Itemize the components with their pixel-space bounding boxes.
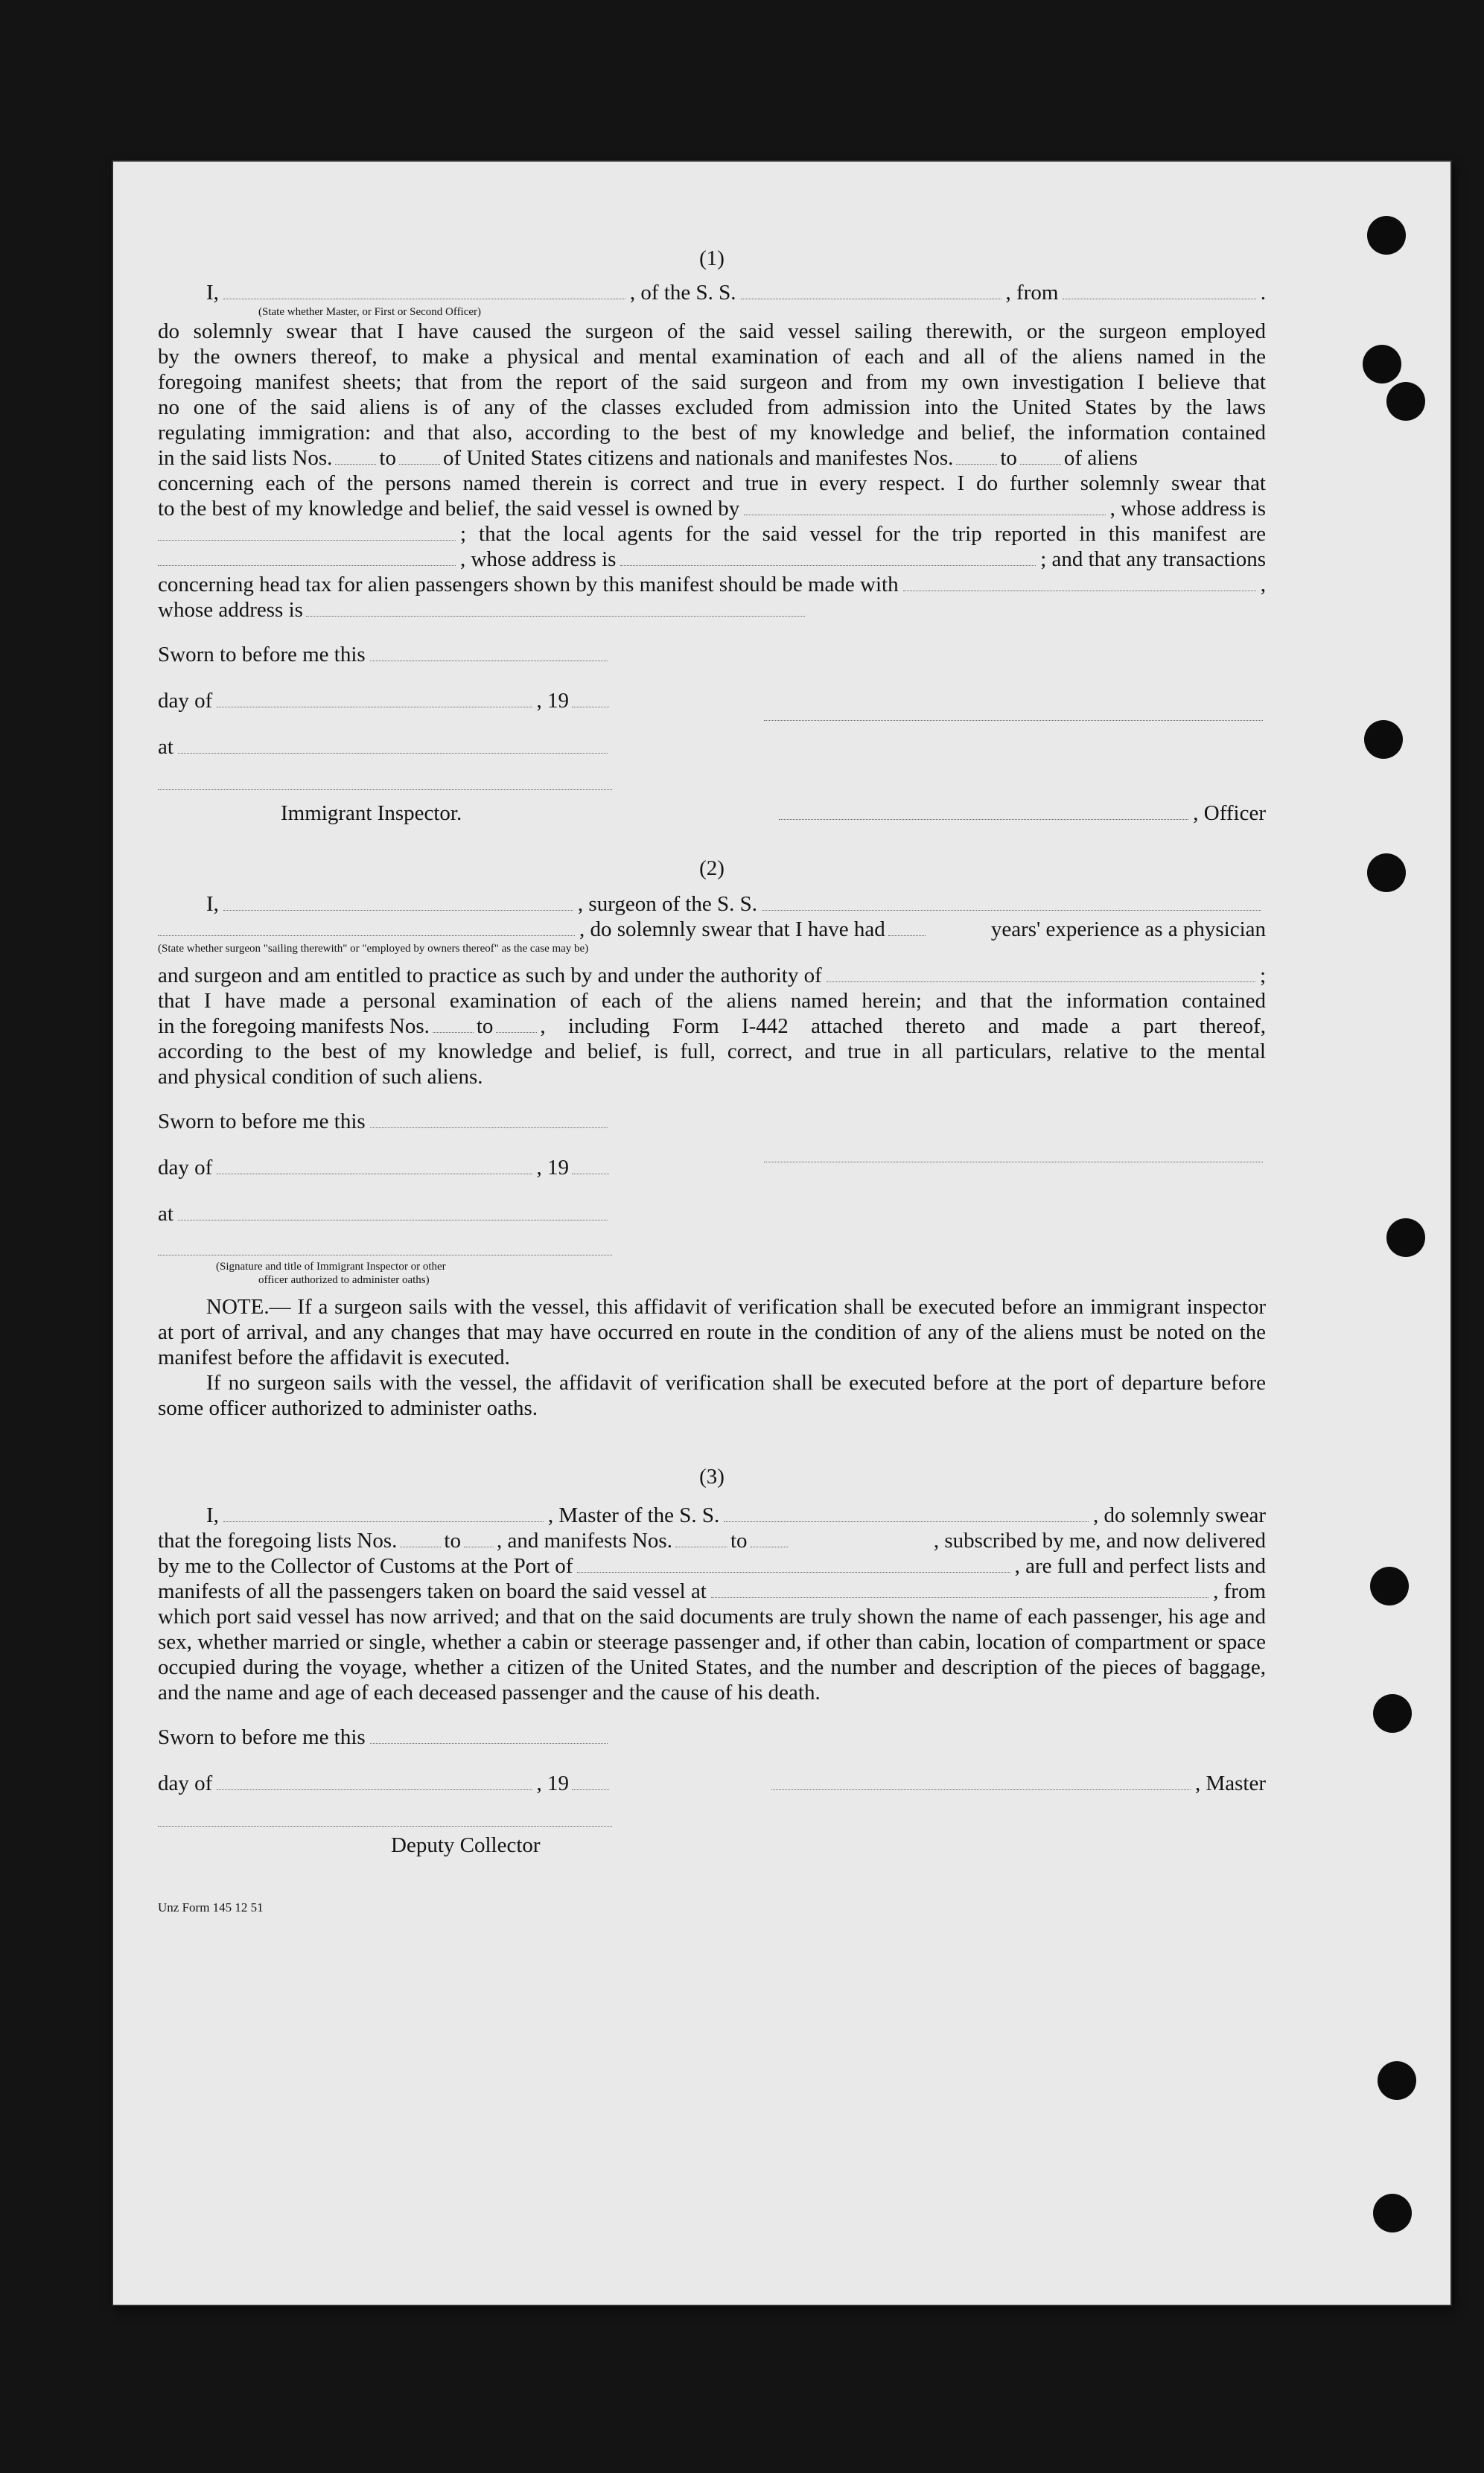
- surgeon-name-blank[interactable]: [223, 909, 573, 911]
- s3-master-signature-blank[interactable]: [771, 1789, 1191, 1790]
- lists-from-blank[interactable]: [335, 463, 376, 465]
- form-number: Unz Form 145 12 51: [158, 1900, 264, 1915]
- deputy-collector-label: Deputy Collector: [391, 1833, 541, 1857]
- owner-blank[interactable]: [744, 514, 1105, 515]
- master-name-blank[interactable]: [223, 298, 625, 299]
- s2-vessel-blank[interactable]: [762, 909, 1261, 911]
- agents-address-blank[interactable]: [620, 564, 1036, 566]
- s1-at-blank[interactable]: [178, 752, 608, 754]
- head-tax-address-blank[interactable]: [306, 615, 805, 617]
- s1-note: (State whether Master, or First or Second Officer): [258, 306, 482, 318]
- s1-line1: I, , of the S. S. , from .: [206, 281, 1266, 305]
- s2-surgeon-signature-line[interactable]: [764, 1161, 1263, 1162]
- s1-sworn-blank[interactable]: [370, 660, 608, 661]
- port-blank[interactable]: [577, 1571, 1010, 1573]
- punch-hole: [1364, 720, 1403, 759]
- lists-to-blank[interactable]: [399, 463, 440, 465]
- embark-port-blank[interactable]: [711, 1597, 1208, 1598]
- form-content: (1) I, , of the S. S. , from . (State whether Master, or First or Second Officer) do solemnly swear that I have caused the surgeon of the said vessel sailing therewith, or the surgeon employed by the owners thereof, to make a physical and mental examination of each and all of the aliens named in the foregoing manifest sheets; that from the report of the said surgeon and from my own investigation I believe that no one of the said aliens is of any of the classes excluded from admission into the United States by the laws regulating immigration: and that also, according to the best of my knowledge and belief, the information contained in the said lists Nos. to of United States citizens and nationals and manifestes Nos. to of aliens concerning each of the persons named therein is correct and true in every respect. I do further solemnly swear that to the best of my knowledge and belief, the said vessel is owned by , whose address is ; that the local agents for the said vessel for the trip reported in this manifest are , whose address is ; and that any transactions concerning head tax for alien passengers shown by this manifest should be made with , whose address is Sworn to before me this day of , 19 at Immigrant Inspector. , Officer (2) I, , surgeon of the S. S. , do solemnly swear that I have had years' experience as a physician (State whether surgeon "sailing therewith" or "employed by owners thereof" as the case may be) and surgeon and am entitled to practice as such by and under the authority of ; that I have made a personal examination of each of the aliens named herein; and that the information contained in the foregoing manifests Nos. to , including Form I-442 attached thereto and made a part thereof, according to the best of my knowledge and belief, is full, correct, and true in all particulars, relative to the mental and physical condition of such aliens. Sworn to before me this day of , 19 at (Signature and title of Immigrant Inspector or other officer authorized to administer oaths) NOTE.— If a surgeon sails with the vessel, this affidavit of verification shall be executed before an immigrant inspector at port of arrival, and any changes that may have occurred en route in the condition of any of the aliens must be noted on the manifest before the affidavit is executed. If no surgeon sails with the vessel, the affidavit of verification shall be executed before at the port of departure before some officer authorized to administer oaths. (3) I, , Master of the S. S. , do solemnly swear that the foregoing lists Nos. to , and manifests Nos. to , subscribed by me, and now delivered by me to the Collector of Customs at the Port of , are full and perfect lists and manifests of all the passengers taken on board the said vessel at , from which port said vessel has now arrived; and that on the said documents are truly shown the name of each passenger, his age and sex, whether married or single, whether a cabin or steerage passenger and, if other than cabin, location of compartment or space occupied during the voyage, whether a citizen of the United States, and the number and description of the pieces of baggage, and the name and age of each deceased passenger and the cause of his death. Sworn to before me this day of , 19 , Master Deputy Collector Unz Form 145 12 51: [158, 246, 1266, 1920]
- vessel-name-blank[interactable]: [741, 298, 1001, 299]
- s3-manifests-to-blank[interactable]: [751, 1546, 788, 1547]
- years-blank[interactable]: [888, 935, 926, 936]
- punch-hole: [1386, 1218, 1425, 1257]
- punch-hole: [1367, 216, 1406, 255]
- head-tax-blank[interactable]: [903, 590, 1256, 591]
- punch-hole: [1373, 2194, 1412, 2232]
- s1-inspector-label: Immigrant Inspector.: [281, 801, 462, 825]
- s3-manifests-from-blank[interactable]: [675, 1546, 727, 1547]
- s2-at-blank[interactable]: [178, 1219, 608, 1220]
- s2-year-blank[interactable]: [572, 1173, 609, 1174]
- s3-lists-to-blank[interactable]: [464, 1546, 494, 1547]
- manifests-to-blank[interactable]: [1020, 463, 1061, 465]
- s3-year-blank[interactable]: [572, 1789, 609, 1790]
- s2-sworn-blank[interactable]: [370, 1127, 608, 1128]
- s1-paragraph: do solemnly swear that I have caused the surgeon of the said vessel sailing therewith, or the surgeon employed by the owners thereof, to make a physical and mental examination of each and all of the aliens named in the foregoing manifest sheets; that from the report of the said surgeon and from my own investigation I believe that no one of the said aliens is of any of the classes excluded from admission into the United States by the laws regulating immigration: and that also, according to the best of my knowledge and belief, the information contained in the said lists Nos. to of United States citizens and nationals and manifestes Nos. to of aliens concerning each of the persons named therein is correct and true in every respect. I do further solemnly swear that to the best of my knowledge and belief, the said vessel is owned by , whose address is ; that the local agents for the said vessel for the trip reported in this manifest are , whose address is ; and that any transactions concerning head tax for alien passengers shown by this manifest should be made with , whose address is: [158, 319, 1266, 622]
- s2-note: (State whether surgeon "sailing therewith" or "employed by owners thereof" as the case may be): [158, 943, 589, 955]
- s1-master-signature-line[interactable]: [764, 719, 1263, 721]
- s3-day-blank[interactable]: [217, 1789, 532, 1790]
- punch-hole: [1363, 345, 1401, 383]
- section-2-number: (2): [699, 856, 725, 880]
- surgeon-status-blank[interactable]: [158, 935, 575, 936]
- s2-sig-label-2: officer authorized to administer oaths): [258, 1274, 430, 1286]
- s3-vessel-blank[interactable]: [724, 1521, 1089, 1522]
- s1-day-blank[interactable]: [217, 706, 532, 707]
- agents-blank[interactable]: [158, 564, 456, 566]
- section-1-number: (1): [699, 246, 725, 270]
- manifests-from-blank[interactable]: [956, 463, 997, 465]
- punch-hole: [1370, 1567, 1409, 1605]
- s2-manifest-from-blank[interactable]: [433, 1031, 474, 1033]
- punch-hole: [1373, 1694, 1412, 1733]
- punch-hole: [1367, 853, 1406, 892]
- s2-manifest-to-blank[interactable]: [496, 1031, 537, 1033]
- s3-paragraph: which port said vessel has now arrived; and that on the said documents are truly shown the name of each passenger, his age and sex, whether married or single, whether a cabin or steerage passenger and, if other than cabin, location of compartment or space occupied during the voyage, whether a citizen of the United States, and the number and description of the pieces of baggage, and the name and age of each deceased passenger and the cause of his death.: [158, 1605, 1266, 1705]
- s2-sig-label-1: (Signature and title of Immigrant Inspector or other: [216, 1261, 446, 1273]
- punch-hole: [1378, 2061, 1416, 2100]
- s3-master-name-blank[interactable]: [223, 1521, 544, 1522]
- s3-sworn-blank[interactable]: [370, 1742, 608, 1744]
- from-port-blank[interactable]: [1063, 298, 1255, 299]
- punch-hole: [1386, 382, 1425, 421]
- note-paragraph-1: NOTE.— If a surgeon sails with the vessel, this affidavit of verification shall be executed before an immigrant inspector at port of arrival, and any changes that may have occurred en route in the condition of any of the aliens must be noted on the manifest before the affidavit is executed.: [158, 1295, 1266, 1369]
- owner-address-blank[interactable]: [158, 539, 456, 541]
- s1-year-blank[interactable]: [572, 706, 609, 707]
- s1-officer-blank[interactable]: [779, 818, 1188, 820]
- authority-blank[interactable]: [827, 981, 1255, 982]
- s3-lists-from-blank[interactable]: [400, 1546, 441, 1547]
- note-paragraph-2: If no surgeon sails with the vessel, the affidavit of verification shall be executed before at the port of departure before some officer authorized to administer oaths.: [158, 1371, 1266, 1420]
- s2-day-blank[interactable]: [217, 1173, 532, 1174]
- section-3-number: (3): [699, 1465, 725, 1489]
